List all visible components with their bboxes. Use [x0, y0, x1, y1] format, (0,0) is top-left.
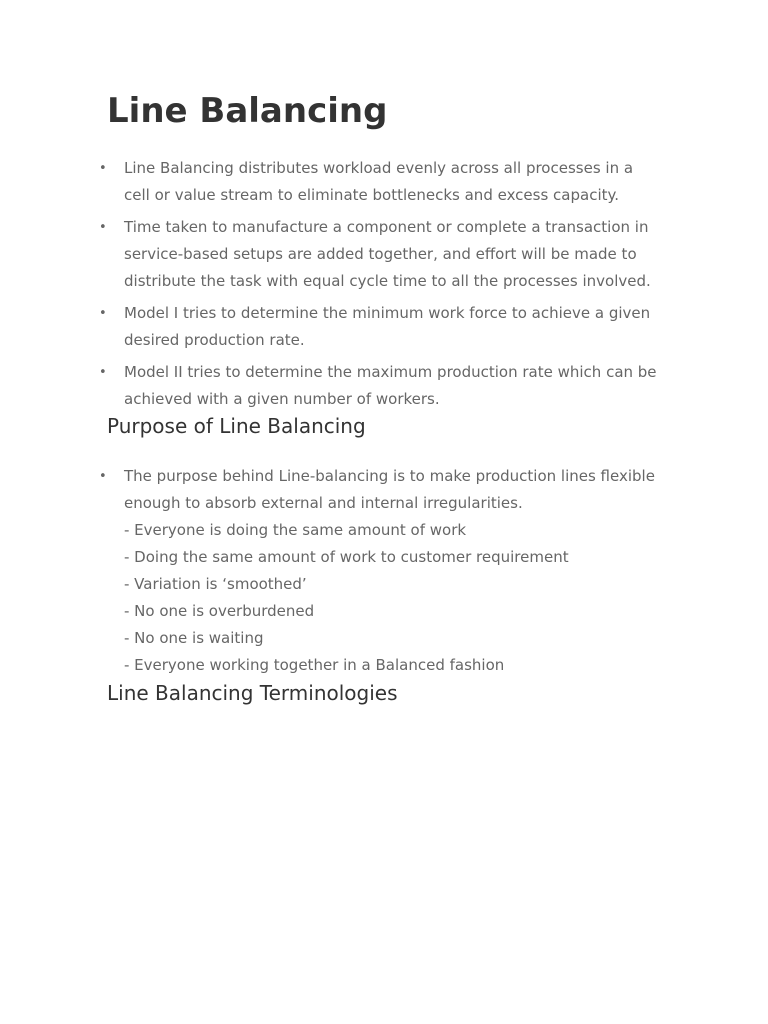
list-item-text-line: Model I tries to determine the minimum work force to achieve a given: [124, 304, 651, 322]
bullet-icon: •: [99, 306, 107, 321]
section-heading-terminologies: Line Balancing Terminologies: [107, 681, 398, 705]
sub-point-line: - Everyone is doing the same amount of work: [124, 521, 467, 539]
list-item: [0, 214, 768, 295]
list-item-text-line: distribute the task with equal cycle time to all the processes involved.: [124, 272, 651, 290]
list-item: [0, 155, 768, 209]
bullet-icon: •: [99, 220, 107, 235]
page-title: Line Balancing: [107, 91, 388, 131]
list-item-text-line: service-based setups are added together, and effort will be made to: [124, 245, 637, 263]
list-item: [0, 463, 768, 679]
bullet-icon: •: [99, 469, 107, 484]
list-item-text-line: Line Balancing distributes workload evenly across all processes in a: [124, 159, 634, 177]
sub-point-line: - Variation is ‘smoothed’: [124, 575, 307, 593]
sub-point-line: - Doing the same amount of work to customer requirement: [124, 548, 569, 566]
section-heading-purpose: Purpose of Line Balancing: [107, 414, 366, 438]
intro-bullet-list: [0, 155, 768, 413]
list-item: [0, 300, 768, 354]
bullet-icon: •: [99, 161, 107, 176]
list-item-text-line: Time taken to manufacture a component or complete a transaction in: [124, 218, 649, 236]
purpose-bullet-list: [0, 463, 768, 679]
list-item-text-line: enough to absorb external and internal irregularities.: [124, 494, 523, 512]
sub-point-line: - No one is overburdened: [124, 602, 315, 620]
bullet-icon: •: [99, 365, 107, 380]
list-item-text-line: cell or value stream to eliminate bottlenecks and excess capacity.: [124, 186, 620, 204]
list-item-text-line: The purpose behind Line-balancing is to make production lines flexible: [124, 467, 655, 485]
sub-point-line: - Everyone working together in a Balanced fashion: [124, 656, 505, 674]
list-item-text-line: achieved with a given number of workers.: [124, 390, 440, 408]
sub-point-line: - No one is waiting: [124, 629, 264, 647]
list-item-text-line: desired production rate.: [124, 331, 305, 349]
list-item: [0, 359, 768, 413]
list-item-text-line: Model II tries to determine the maximum production rate which can be: [124, 363, 657, 381]
